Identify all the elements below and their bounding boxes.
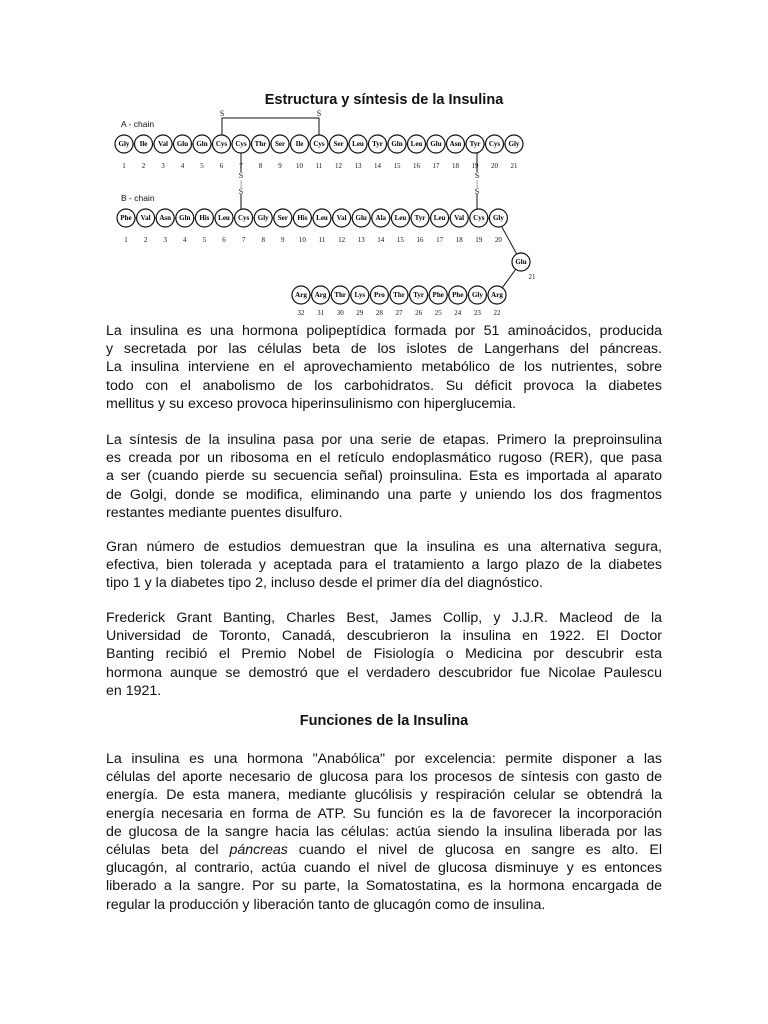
residue-label: Gln: [179, 214, 191, 222]
residue-label: Gly: [471, 291, 483, 299]
residue-number: 15: [393, 162, 401, 170]
amino-acid-residue: [313, 209, 331, 227]
section-heading: Funciones de la Insulina: [299, 713, 469, 729]
residue-number: 8: [258, 162, 263, 170]
residue-label: Tyr: [372, 140, 383, 148]
amino-acid-residue: [193, 135, 211, 153]
amino-acid-residue: [115, 135, 133, 153]
amino-acid-residue: [331, 286, 349, 304]
amino-acid-residue: [486, 135, 504, 153]
amino-acid-residue: [410, 286, 428, 304]
residue-number: 14: [377, 236, 385, 244]
text-line: regular la producción y liberación tanto de glucagón como de insulina.: [106, 896, 546, 913]
a-chain: [115, 135, 523, 170]
sulfur-label: S: [474, 187, 480, 196]
amino-acid-residue: [215, 209, 233, 227]
residue-number: 5: [200, 162, 204, 170]
amino-acid-residue: [427, 135, 445, 153]
text-line: Universidad de Toronto, Canadá, descubrieron la insulina en 1922. El Doctor: [106, 628, 662, 645]
residue-number: 27: [395, 309, 403, 317]
residue-number: 23: [473, 309, 481, 317]
residue-label: Cys: [313, 140, 325, 148]
amino-acid-residue: [333, 209, 351, 227]
residue-label: Cys: [473, 214, 485, 222]
residue-number: 1: [124, 236, 128, 244]
amino-acid-residue: [408, 135, 426, 153]
residue-number: 22: [493, 309, 501, 317]
text-line: Frederick Grant Banting, Charles Best, James Collip, y J.J.R. Macleod de la: [106, 610, 662, 626]
residue-label: Phe: [120, 214, 132, 222]
amino-acid-residue: [450, 209, 468, 227]
residue-label: Leu: [352, 140, 364, 148]
amino-acid-residue: [505, 135, 523, 153]
amino-acid-residue: [312, 286, 330, 304]
amino-acid-residue: [388, 135, 406, 153]
amino-acid-residue: [252, 135, 270, 153]
b-chain-label: B - chain: [121, 193, 155, 203]
residue-label: Ser: [333, 140, 344, 148]
residue-number: 14: [374, 162, 381, 170]
residue-number: 13: [357, 236, 365, 244]
text-line: Banting recibió el Premio Nobel de Fisiología o Medicina por descubrir esta: [106, 646, 662, 663]
residue-number: 18: [455, 236, 463, 244]
amino-acid-residue: [429, 286, 447, 304]
amino-acid-residue: [135, 135, 153, 153]
text-line: La insulina interviene en el aprovechamiento metabólico de los nutrientes, sobre: [106, 359, 662, 376]
amino-acid-residue: [349, 135, 367, 153]
residue-label: Thr: [254, 140, 267, 148]
amino-acid-residue: [369, 135, 387, 153]
residue-number: 31: [317, 309, 325, 317]
amino-acid-residue: [447, 135, 465, 153]
italic-term: páncreas: [229, 842, 288, 859]
residue-number: 6: [222, 236, 226, 244]
residue-label: Gly: [118, 140, 130, 148]
residue-label: Cys: [215, 140, 228, 148]
a-chain-disulfide-bridge: [222, 118, 319, 135]
text-line: La insulina es una hormona "Anabólica" por excelencia: permite disponer a las: [106, 751, 662, 767]
residue-number: 19: [471, 162, 479, 170]
amino-acid-residue: [391, 209, 409, 227]
residue-label: Ser: [277, 214, 288, 222]
residue-number: 20: [494, 236, 502, 244]
residue-label: Gln: [196, 140, 208, 148]
amino-acid-residue: [174, 135, 192, 153]
residue-label: Ile: [139, 140, 148, 148]
residue-label: Leu: [433, 214, 446, 222]
insulin-structure-diagram: [0, 0, 768, 320]
text-line: energía. De esta manera, mediante glucólisis y respiración celular se obtendrá la: [106, 787, 662, 804]
residue-number: 4: [183, 236, 187, 244]
residue-label: Thr: [393, 291, 405, 299]
amino-acid-residue: [293, 209, 311, 227]
residue-label: Tyr: [413, 291, 424, 299]
residue-number: 25: [434, 309, 442, 317]
synthesis-paragraph: [106, 431, 662, 522]
residue-number: 13: [354, 162, 362, 170]
residue-number: 29: [356, 309, 364, 317]
studies-paragraph: [106, 538, 662, 593]
amino-acid-residue: [232, 135, 250, 153]
residue-number: 2: [143, 236, 148, 244]
amino-acid-residue: [489, 209, 507, 227]
text-line: efectiva, bien tolerada y aceptada para el tratamiento a largo plazo de la diabetes: [106, 557, 662, 574]
residue-number: 10: [296, 162, 303, 170]
text-line: de glucosa de la sangre hacia las células: actúa siendo la insulina liberada por las: [106, 823, 662, 840]
amino-acid-residue: [154, 135, 172, 153]
a-chain-label: A - chain: [121, 119, 155, 129]
residue-label: Cys: [237, 214, 250, 222]
residue-number: 12: [335, 162, 342, 170]
residue-number: 3: [161, 162, 165, 170]
amino-acid-residue: [254, 209, 272, 227]
text-line: liberado a la sangre. Por su parte, la Somatostatina, es la hormona encargada de: [106, 878, 662, 895]
amino-acid-residue: [137, 209, 155, 227]
residue-number: 24: [454, 309, 462, 317]
residue-number: 11: [318, 236, 326, 244]
text-line: todo con el anabolismo de los carbohidratos. Su déficit provoca la diabetes: [106, 377, 662, 394]
residue-number: 10: [298, 236, 306, 244]
amino-acid-residue: [291, 135, 309, 153]
residue-label: Arg: [314, 291, 327, 299]
residue-label: Glu: [430, 140, 442, 148]
residue-label: Arg: [491, 291, 503, 299]
sulfur-label: S: [474, 171, 480, 180]
text-span: cuando el nivel de glucosa en sangre es alto. El: [287, 842, 662, 859]
residue-number: 17: [432, 162, 440, 170]
residue-label: Arg: [295, 291, 307, 299]
amino-acid-residue: [466, 135, 484, 153]
residue-label: Gly: [492, 214, 504, 222]
residue-label: Thr: [334, 291, 347, 299]
residue-number: 20: [491, 162, 498, 170]
sulfur-bond-mark: |: [476, 179, 478, 188]
sulfur-label: S: [238, 171, 244, 180]
residue-number: 9: [281, 236, 285, 244]
amino-acid-residue: [235, 209, 253, 227]
residue-label: Gly: [508, 140, 520, 148]
residue-label: Asn: [159, 214, 172, 222]
residue-number: 5: [202, 236, 207, 244]
amino-acid-residue: [468, 286, 486, 304]
text-line: La síntesis de la insulina pasa por una serie de etapas. Primero la preproinsulina: [106, 432, 662, 448]
text-line: es creada por un ribosoma en el retículo endoplasmático rugoso (RER), que pasa: [106, 450, 662, 467]
text-line: y secretada por las células beta de los islotes de Langerhans del páncreas.: [106, 341, 662, 358]
residue-label: Asn: [449, 140, 462, 148]
b-chain: [117, 209, 536, 317]
residue-number: 16: [416, 236, 424, 244]
amino-acid-residue: [512, 253, 530, 271]
text-line: [106, 841, 662, 859]
residue-number: 1: [122, 162, 126, 170]
amino-acid-residue: [449, 286, 467, 304]
text-line: glucagón, al contrario, actúa cuando el nivel de glucosa disminuye y es entonces: [106, 860, 662, 877]
amino-acid-residue: [176, 209, 194, 227]
amino-acid-residue: [195, 209, 213, 227]
sulfur-bond-mark: |: [240, 179, 242, 188]
residue-number: 3: [163, 236, 167, 244]
text-line: Gran número de estudios demuestran que la insulina es una alternativa segura,: [106, 539, 662, 555]
text-line: de Golgi, donde se modifica, eliminando una parte y uniendo los dos fragmentos: [106, 486, 662, 503]
functions-paragraph: [106, 750, 662, 914]
residue-label: Ile: [295, 140, 304, 148]
residue-number: 15: [396, 236, 404, 244]
residue-label: Phe: [432, 291, 444, 299]
residue-number: 7: [241, 236, 246, 244]
amino-acid-residue: [431, 209, 449, 227]
residue-label: Ala: [375, 214, 387, 222]
residue-label: Phe: [452, 291, 464, 299]
amino-acid-residue: [156, 209, 174, 227]
residue-label: Leu: [316, 214, 328, 222]
residue-number: 32: [297, 309, 305, 317]
amino-acid-residue: [488, 286, 506, 304]
amino-acid-residue: [352, 209, 370, 227]
residue-label: Gly: [257, 214, 269, 222]
amino-acid-residue: [271, 135, 289, 153]
residue-number: 17: [436, 236, 444, 244]
amino-acid-residue: [213, 135, 231, 153]
sulfur-label: S: [219, 109, 225, 118]
text-span: células beta del: [106, 842, 230, 859]
residue-label: His: [199, 214, 210, 222]
residue-label: Tyr: [469, 140, 481, 148]
amino-acid-residue: [390, 286, 408, 304]
history-paragraph: [106, 609, 662, 700]
text-line: La insulina es una hormona polipeptídica formada por 51 aminoácidos, producida: [106, 323, 662, 339]
residue-label: Leu: [218, 214, 230, 222]
residue-label: His: [297, 214, 308, 222]
residue-number: 28: [375, 309, 383, 317]
residue-label: Tyr: [414, 214, 426, 222]
residue-label: Val: [140, 214, 151, 222]
residue-number: 11: [315, 162, 323, 170]
residue-label: Leu: [394, 214, 407, 222]
residue-label: Glu: [176, 140, 189, 148]
residue-label: Cys: [488, 140, 501, 148]
residue-number: 4: [180, 162, 185, 170]
amino-acid-residue: [372, 209, 390, 227]
sulfur-label: S: [238, 187, 244, 196]
amino-acid-residue: [330, 135, 348, 153]
residue-number: 21: [528, 273, 536, 281]
residue-label: Gln: [391, 140, 403, 148]
residue-label: Cys: [235, 140, 247, 148]
residue-number: 8: [261, 236, 265, 244]
residue-number: 7: [239, 162, 243, 170]
residue-label: Leu: [410, 140, 423, 148]
amino-acid-residue: [274, 209, 292, 227]
residue-label: Val: [158, 140, 168, 148]
text-line: energía necesaria en forma de ATP. Su función es la de favorecer la incorporación: [106, 805, 662, 822]
amino-acid-residue: [370, 286, 388, 304]
residue-number: 30: [336, 309, 344, 317]
text-line: tipo 1 y la diabetes tipo 2, incluso desde el primer día del diagnóstico.: [106, 575, 543, 592]
residue-number: 18: [452, 162, 459, 170]
intro-paragraph: [106, 322, 662, 413]
residue-number: 12: [338, 236, 346, 244]
amino-acid-residue: [470, 209, 488, 227]
text-line: hormona aunque se demostró que el verdadero descubridor fue Nicolae Paulescu: [106, 664, 662, 681]
residue-number: 6: [219, 162, 224, 170]
page-title: Estructura y síntesis de la Insulina: [264, 92, 504, 108]
residue-label: Pro: [374, 291, 385, 299]
amino-acid-residue: [411, 209, 429, 227]
residue-label: Val: [336, 214, 347, 222]
text-line: restantes mediante puentes disulfuro.: [106, 504, 343, 521]
text-line: a ser (cuando pierde su secuencia señal) proinsulina. Esta es importada al aparato: [106, 468, 662, 485]
sulfur-label: S: [316, 109, 322, 118]
text-line: células del aporte necesario de glucosa para los procesos de síntesis con gasto de: [106, 769, 662, 786]
amino-acid-residue: [292, 286, 310, 304]
amino-acid-residue: [351, 286, 369, 304]
residue-number: 9: [278, 162, 282, 170]
residue-label: Glu: [515, 258, 527, 266]
residue-label: Glu: [355, 214, 367, 222]
residue-number: 2: [141, 162, 146, 170]
amino-acid-residue: [310, 135, 328, 153]
residue-number: 26: [415, 309, 423, 317]
residue-number: 19: [475, 236, 483, 244]
residue-number: 21: [510, 162, 518, 170]
residue-label: Ser: [274, 140, 286, 148]
residue-number: 16: [413, 162, 420, 170]
amino-acid-residue: [117, 209, 135, 227]
residue-label: Lys: [354, 291, 366, 299]
text-line: en 1921.: [106, 682, 162, 699]
residue-label: Val: [454, 214, 465, 222]
text-line: mellitus y su exceso provoca hiperinsulinismo con hiperglucemia.: [106, 395, 517, 412]
